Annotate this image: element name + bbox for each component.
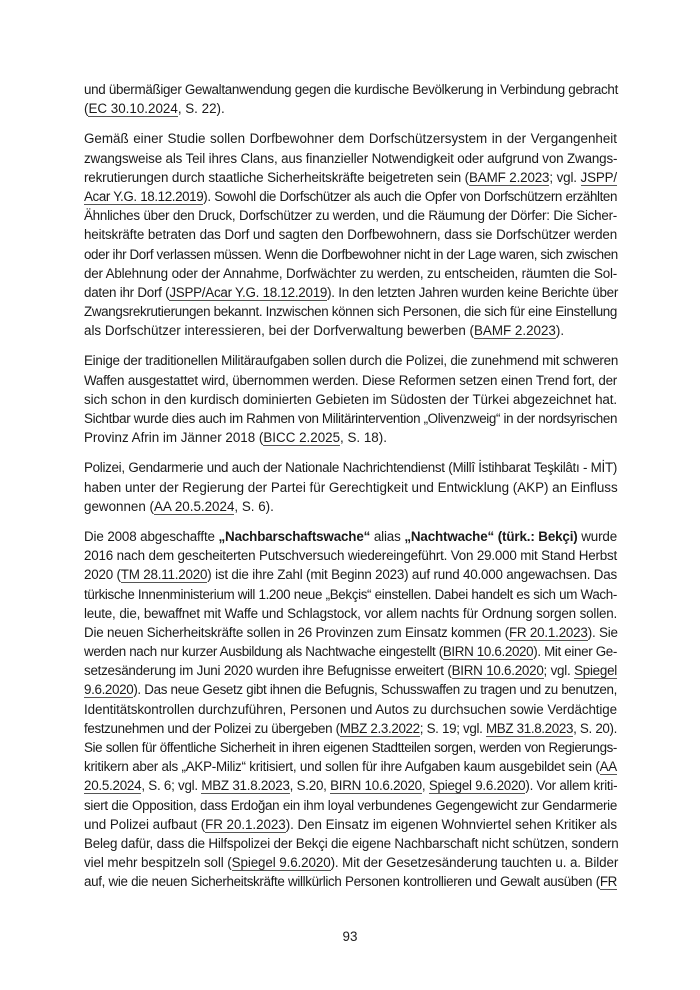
text-segment: , S. 18). — [340, 430, 387, 446]
text-segment: ). Sie — [587, 624, 618, 640]
text-line — [84, 853, 617, 872]
document-body — [84, 80, 617, 903]
text-segment: , S. 6; vgl. — [141, 778, 202, 794]
text-segment: gewonnen ( — [84, 498, 154, 514]
citation-link[interactable]: FR 20.1.2023 — [205, 816, 286, 832]
bold-term: „Nachtwache“ (türk.: Bekçi) — [404, 528, 578, 544]
text-segment: Provinz Afrin im Jänner 2018 ( — [84, 430, 264, 446]
citation-link[interactable]: FR 20.1.2023 — [508, 624, 588, 640]
text-line — [84, 168, 617, 187]
text-segment: setzesänderung im Juni 2020 wurden ihre Befugnisse erweitert ( — [84, 663, 452, 679]
citation-link[interactable]: AA — [599, 759, 617, 775]
citation-link[interactable]: Acar Y.G. 18.12.2019 — [84, 188, 204, 204]
text-line — [84, 149, 617, 168]
text-segment: auf, wie die neuen Sicherheitskräfte willkürlich Personen kontrollieren und Gewalt ausüben ( — [84, 874, 600, 890]
paragraph — [84, 129, 617, 340]
text-line — [84, 321, 617, 340]
citation-link[interactable]: TM 28.11.2020 — [120, 567, 208, 583]
paragraph — [84, 458, 617, 516]
text-segment: Zwangsrekrutierungen bekannt. Inzwischen können sich Personen, die sich für eine Einstellung — [84, 304, 617, 320]
text-segment: und übermäßiger Gewaltanwendung gegen die kurdische Bevölkerung in Verbindung gebracht — [84, 82, 619, 97]
text-line — [84, 565, 617, 584]
text-line — [84, 527, 617, 546]
text-segment: Sie sollen für öffentliche Sicherheit in ihren eigenen Stadtteilen sorgen, werden von Regierungs- — [84, 740, 617, 755]
text-line — [84, 225, 617, 244]
text-segment: Polizei, Gendarmerie und auch der Nationale Nachrichtendienst (Millî İstihbarat Teşkilâtı - MİT) — [84, 460, 617, 476]
citation-link[interactable]: Spiegel 9.6.2020 — [231, 855, 331, 871]
text-segment: Ähnliches über den Druck, Dorfschützer zu werden, und die Räumung der Dörfer: Die Sicher- — [84, 208, 617, 224]
text-segment: ). Sowohl die Dorfschützer als auch die Opfer von Dorfschützern erzählten — [203, 188, 618, 204]
text-line — [84, 796, 617, 815]
text-segment: ) ist die ihre Zahl (mit Beginn 2023) auf rund 40.000 angewachsen. Das — [207, 567, 617, 583]
text-segment: werden nach nur kurzer Ausbildung als Nachtwache eingestellt ( — [84, 644, 443, 660]
text-segment: Gemäß einer Studie sollen Dorfbewohner dem Dorfschützersystem in der Vergangenheit — [84, 131, 617, 147]
text-segment: ; vgl. — [549, 169, 581, 185]
text-segment: oder ihr Dorf verlassen müssen. Wenn die Dorfbewohner nicht in der Lage waren, sich zwischen — [84, 246, 618, 262]
text-segment: ). Vor allem kriti- — [525, 778, 618, 794]
citation-link[interactable]: JSPP/ — [580, 169, 617, 185]
citation-link[interactable]: 9.6.2020 — [84, 682, 134, 698]
text-line — [84, 757, 617, 776]
text-segment: zwangsweise als Teil ihres Clans, aus finanzieller Notwendigkeit oder aufgrund von Zwangs- — [84, 150, 618, 166]
text-line — [84, 738, 617, 757]
text-line — [84, 585, 617, 604]
text-segment: ). Mit der Gesetzesänderung tauchten u. a. Bilder — [330, 855, 619, 871]
text-line — [84, 371, 617, 390]
text-segment: haben unter der Regierung der Partei für Gerechtigkeit und Entwicklung (AKP) an Einfluss — [84, 479, 618, 495]
citation-link[interactable]: BIRN 10.6.2020 — [330, 778, 422, 794]
text-line — [84, 264, 617, 283]
text-line — [84, 642, 617, 661]
citation-link[interactable]: 20.5.2024 — [84, 778, 142, 794]
text-segment: ). Das neue Gesetz gibt ihnen die Befugnis, Schusswaffen zu tragen und zu benutzen, — [133, 682, 617, 698]
text-segment: türkische Innenministerium will 1.200 neue „Bekçis“ einstellen. Dabei handelt es sich um Wach- — [84, 586, 617, 602]
text-segment: Sichtbar wurde dies auch im Rahmen von Militärintervention „Olivenzweig“ in der nordsyrischen — [84, 411, 618, 426]
text-line — [84, 351, 617, 370]
text-segment: sich schon in den kurdisch dominierten Gebieten im Südosten der Türkei abgezeichnet hat. — [84, 391, 617, 407]
text-segment: ). — [555, 323, 565, 339]
text-line — [84, 719, 617, 738]
text-line — [84, 245, 617, 264]
text-line — [84, 872, 617, 891]
citation-link[interactable]: AA 20.5.2024 — [153, 498, 235, 514]
text-line — [84, 546, 617, 565]
paragraph — [84, 527, 617, 892]
text-segment: , S. 6). — [234, 498, 274, 514]
text-segment: Die 2008 abgeschaffte — [84, 528, 219, 544]
text-line — [84, 604, 617, 623]
text-segment: ; vgl. — [543, 663, 575, 679]
text-segment: rekrutierungen durch staatliche Sicherheitskräfte beigetreten sein ( — [84, 169, 469, 185]
text-segment: ). Den Einsatz im eigenen Wohnviertel sehen Kritiker als — [285, 816, 617, 832]
citation-link[interactable]: Spiegel 9.6.2020 — [428, 778, 526, 794]
text-segment: Identitätskontrollen durchzuführen, Personen und Autos zu durchsuchen sowie Verdächtige — [84, 701, 617, 717]
text-segment: , S.20, — [289, 778, 331, 794]
text-line — [84, 206, 617, 225]
text-line — [84, 623, 617, 642]
text-segment: 2020 ( — [84, 567, 121, 583]
text-line — [84, 478, 617, 497]
text-line — [84, 99, 617, 118]
text-line — [84, 187, 617, 206]
text-line — [84, 80, 617, 99]
text-line — [84, 815, 617, 834]
text-line — [84, 302, 617, 321]
citation-link[interactable]: EC 30.10.2024 — [88, 101, 178, 117]
citation-link[interactable]: MBZ 31.8.2023 — [201, 778, 290, 794]
text-line — [84, 776, 617, 795]
text-segment: ( — [84, 101, 89, 117]
text-line — [84, 680, 617, 699]
text-segment: alias — [370, 528, 405, 544]
text-line — [84, 129, 617, 148]
text-segment: 2016 nach dem gescheiterten Putschversuch wiedereingeführt. Von 29.000 mit Stand Herbst — [84, 548, 617, 564]
text-line — [84, 834, 617, 853]
text-segment: siert die Opposition, dass Erdoğan ein ihm loyal verbundenes Gegengewicht zur Gendarmerie — [84, 797, 617, 813]
text-segment: viel mehr bespitzeln soll ( — [84, 855, 232, 871]
text-segment: Die neuen Sicherheitskräfte sollen in 26 Provinzen zum Einsatz kommen ( — [84, 624, 509, 640]
citation-link[interactable]: BAMF 2.2023 — [469, 169, 550, 185]
text-segment: als Dorfschützer interessieren, bei der Dorfverwaltung bewerben ( — [84, 323, 474, 339]
text-line — [84, 700, 617, 719]
text-line — [84, 458, 617, 477]
text-segment: kritikern aber als „AKP-Miliz“ kritisiert, und sollen für ihre Aufgaben kaum ausgebildet sein ( — [84, 759, 600, 775]
citation-link[interactable]: Spiegel — [574, 663, 617, 679]
citation-link[interactable]: FR — [599, 874, 617, 890]
text-segment: und Polizei aufbaut ( — [84, 816, 206, 832]
text-segment: ). Mit einer Ge- — [533, 644, 617, 660]
text-segment: , — [421, 778, 429, 794]
text-line — [84, 390, 617, 409]
text-segment: Einige der traditionellen Militäraufgaben sollen durch die Polizei, die zunehmend mit schweren — [84, 353, 619, 369]
text-segment: ; S. 19; vgl. — [419, 720, 486, 736]
citation-link[interactable]: JSPP/Acar Y.G. 18.12.2019 — [169, 284, 328, 300]
text-line — [84, 428, 617, 447]
text-segment: wurde — [577, 528, 617, 544]
text-segment: Beleg dafür, dass die Hilfspolizei der Bekçi die eigene Nachbarschaft nicht schützen, sondern — [84, 835, 619, 851]
text-line — [84, 283, 617, 302]
citation-link[interactable]: BAMF 2.2023 — [474, 323, 556, 339]
text-segment: Waffen ausgestattet wird, übernommen werden. Diese Reformen setzen einen Trend fort, der — [84, 372, 617, 388]
text-segment: , S. 20). — [573, 720, 617, 736]
citation-link[interactable]: MBZ 2.3.2022 — [339, 720, 420, 736]
citation-link[interactable]: MBZ 31.8.2023 — [485, 720, 574, 736]
text-segment: ). In den letzten Jahren wurden keine Berichte über — [327, 284, 619, 300]
page-number: 93 — [342, 929, 358, 944]
text-line — [84, 497, 617, 516]
citation-link[interactable]: BIRN 10.6.2020 — [442, 644, 534, 660]
bold-term: „Nachbarschaftswache“ — [218, 528, 371, 544]
text-line — [84, 409, 617, 428]
text-segment: , S. 22). — [177, 101, 225, 117]
citation-link[interactable]: BICC 2.2025 — [263, 430, 341, 446]
text-segment: der Ablehnung oder der Annahme, Dorfwächter zu werden, zu entscheiden, räumten die Sol- — [84, 265, 617, 281]
text-segment: heitskräfte betraten das Dorf und sagten den Dorfbewohnern, dass sie Dorfschützer werden — [84, 227, 617, 243]
text-segment: leute, die, bewaffnet mit Waffe und Schlagstock, vor allem nachts für Ordnung sorgen sollen. — [84, 605, 617, 621]
text-segment: festzunehmen und der Polizei zu übergeben ( — [84, 720, 340, 736]
text-line — [84, 661, 617, 680]
citation-link[interactable]: BIRN 10.6.2020 — [451, 663, 544, 679]
text-segment: daten ihr Dorf ( — [84, 284, 170, 300]
paragraph — [84, 80, 617, 118]
paragraph — [84, 351, 617, 447]
